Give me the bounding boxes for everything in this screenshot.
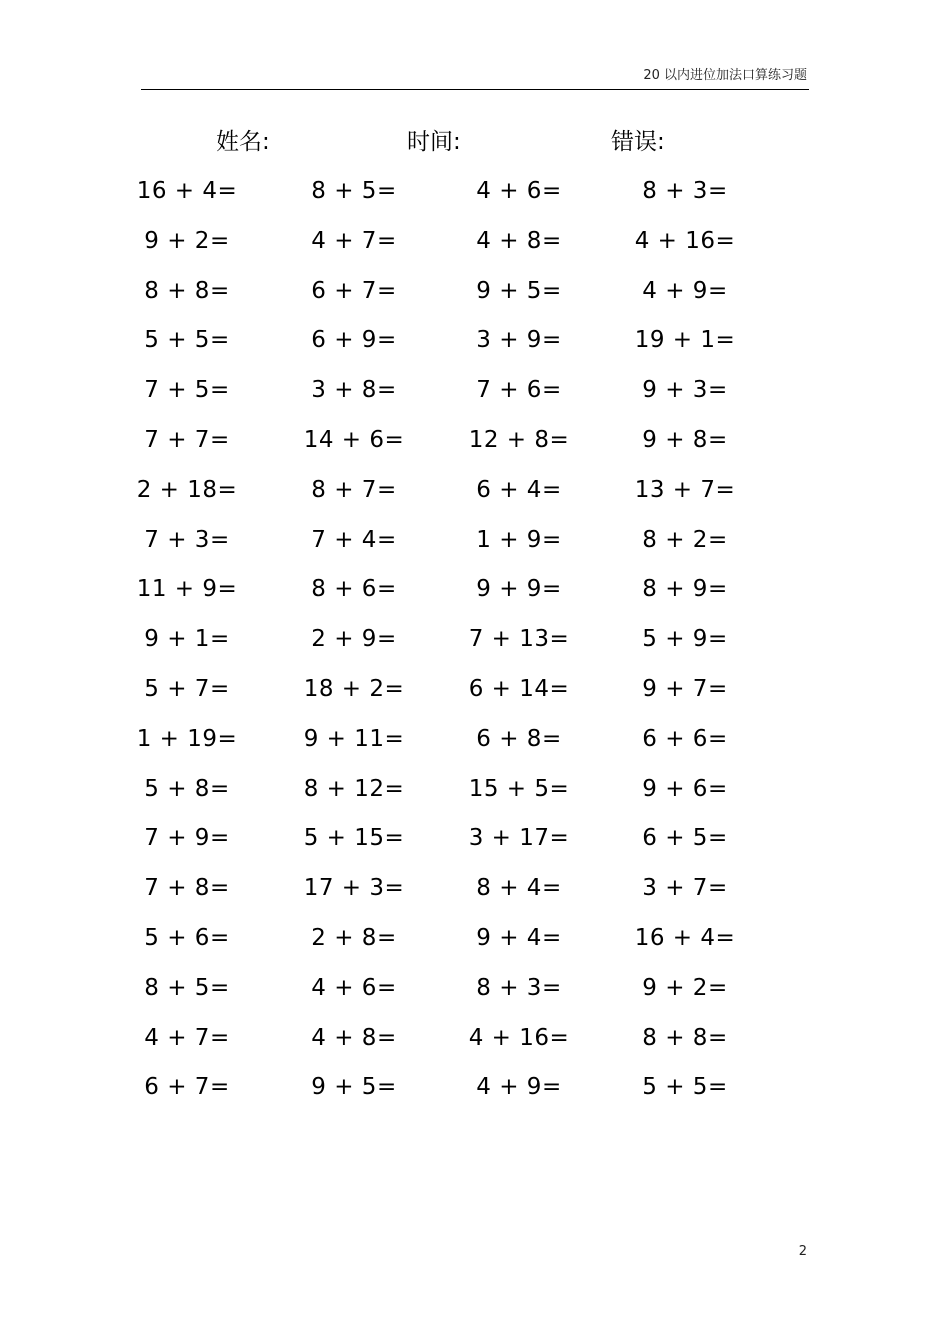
problem-item: 5 + 15= xyxy=(303,825,405,852)
problem-item: 5 + 7= xyxy=(144,676,230,702)
problem-item: 9 + 7= xyxy=(642,676,728,702)
problem-item: 13 + 7= xyxy=(634,476,736,503)
problem-item: 7 + 3= xyxy=(144,526,230,553)
problem-item: 9 + 5= xyxy=(311,1074,397,1101)
problem-item: 6 + 9= xyxy=(311,327,397,354)
errors-label: 错误: xyxy=(611,129,665,155)
problem-item: 11 + 9= xyxy=(136,576,238,603)
problem-item: 5 + 6= xyxy=(144,925,230,951)
problem-item: 7 + 5= xyxy=(144,377,230,404)
problem-item: 6 + 7= xyxy=(311,277,397,304)
problem-item: 8 + 12= xyxy=(303,775,405,802)
problem-item: 3 + 9= xyxy=(476,327,562,354)
problem-item: 6 + 6= xyxy=(642,725,728,752)
problem-item: 8 + 7= xyxy=(311,476,397,503)
problem-item: 9 + 8= xyxy=(642,427,728,453)
problem-item: 7 + 9= xyxy=(144,825,230,852)
time-label: 时间: xyxy=(407,129,461,155)
problem-item: 4 + 16= xyxy=(634,227,736,254)
problem-item: 3 + 8= xyxy=(311,377,397,404)
problem-item: 16 + 4= xyxy=(136,178,238,204)
problem-item: 9 + 4= xyxy=(476,925,562,951)
problem-item: 6 + 4= xyxy=(476,476,562,503)
problem-item: 4 + 6= xyxy=(476,178,562,204)
problem-item: 7 + 13= xyxy=(468,626,570,653)
problem-item: 6 + 14= xyxy=(468,676,570,702)
problem-item: 5 + 9= xyxy=(642,626,728,653)
problem-item: 7 + 4= xyxy=(311,526,397,553)
problem-item: 9 + 5= xyxy=(476,277,562,304)
problem-item: 4 + 9= xyxy=(642,277,728,304)
problem-item: 6 + 8= xyxy=(476,725,562,752)
problem-item: 14 + 6= xyxy=(303,427,405,453)
problem-item: 8 + 5= xyxy=(144,974,230,1001)
problem-item: 16 + 4= xyxy=(634,925,736,951)
problem-item: 8 + 8= xyxy=(642,1024,728,1051)
problem-item: 5 + 5= xyxy=(642,1074,728,1101)
problem-item: 6 + 5= xyxy=(642,825,728,852)
problem-item: 15 + 5= xyxy=(468,775,570,802)
problem-item: 2 + 9= xyxy=(311,626,397,653)
problem-item: 4 + 7= xyxy=(311,227,397,254)
problem-item: 8 + 3= xyxy=(476,974,562,1001)
problem-item: 8 + 2= xyxy=(642,526,728,553)
problem-item: 3 + 17= xyxy=(468,825,570,852)
problem-item: 19 + 1= xyxy=(634,327,736,354)
problem-item: 9 + 3= xyxy=(642,377,728,404)
problem-item: 4 + 7= xyxy=(144,1024,230,1051)
problem-item: 4 + 9= xyxy=(476,1074,562,1101)
problem-item: 7 + 6= xyxy=(476,377,562,404)
problem-item: 8 + 3= xyxy=(642,178,728,204)
problem-item: 8 + 5= xyxy=(311,178,397,204)
problem-item: 3 + 7= xyxy=(642,875,728,902)
page-number: 2 xyxy=(798,1244,807,1259)
problem-item: 9 + 2= xyxy=(642,974,728,1001)
problem-item: 9 + 9= xyxy=(476,576,562,603)
problem-item: 1 + 19= xyxy=(136,725,238,752)
problem-item: 4 + 6= xyxy=(311,974,397,1001)
problem-item: 5 + 5= xyxy=(144,327,230,354)
problem-item: 9 + 1= xyxy=(144,626,230,653)
problem-item: 4 + 8= xyxy=(476,227,562,254)
problem-item: 7 + 7= xyxy=(144,427,230,453)
problem-item: 6 + 7= xyxy=(144,1074,230,1101)
header-title: 20 以内进位加法口算练习题 xyxy=(643,68,807,83)
problem-item: 8 + 6= xyxy=(311,576,397,603)
problem-item: 2 + 8= xyxy=(311,925,397,951)
problem-item: 7 + 8= xyxy=(144,875,230,902)
header-divider xyxy=(141,89,809,90)
problem-item: 8 + 8= xyxy=(144,277,230,304)
problem-item: 5 + 8= xyxy=(144,775,230,802)
problem-item: 12 + 8= xyxy=(468,427,570,453)
problem-item: 8 + 9= xyxy=(642,576,728,603)
problem-item: 9 + 11= xyxy=(303,725,405,752)
problem-item: 4 + 8= xyxy=(311,1024,397,1051)
problem-item: 2 + 18= xyxy=(136,476,238,503)
name-label: 姓名: xyxy=(216,129,270,155)
problem-item: 9 + 6= xyxy=(642,775,728,802)
problem-item: 1 + 9= xyxy=(476,526,562,553)
problem-item: 8 + 4= xyxy=(476,875,562,902)
problem-item: 4 + 16= xyxy=(468,1024,570,1051)
problem-item: 9 + 2= xyxy=(144,227,230,254)
problem-item: 17 + 3= xyxy=(303,875,405,902)
problem-item: 18 + 2= xyxy=(303,676,405,702)
